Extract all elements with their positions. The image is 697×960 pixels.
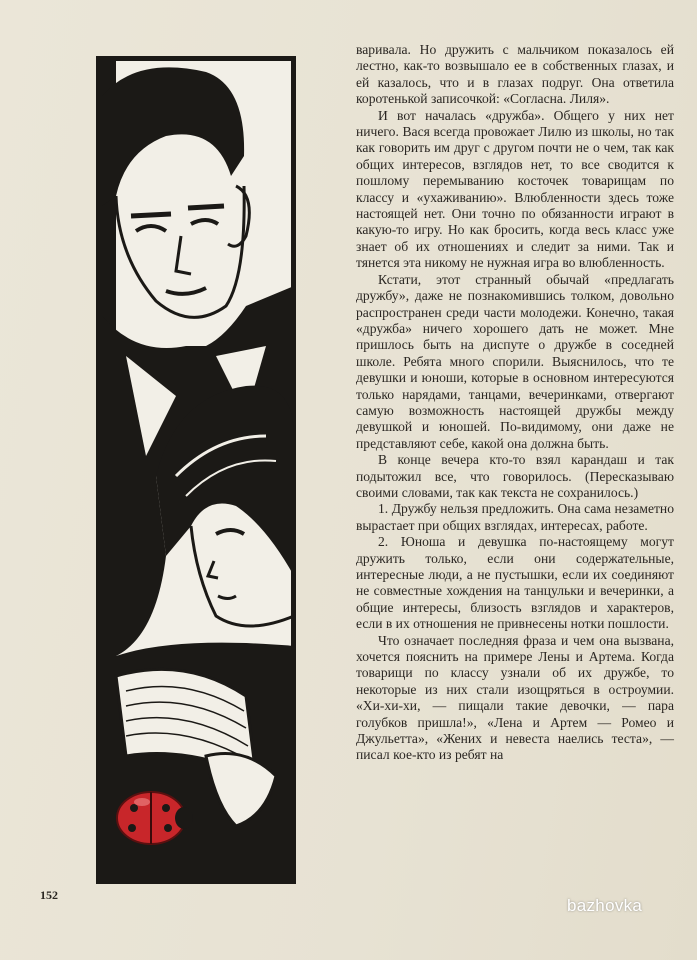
girl-mouth bbox=[218, 596, 236, 599]
boy-right-brow bbox=[188, 206, 224, 208]
boy-nose bbox=[176, 236, 191, 274]
boy-left-eye bbox=[136, 226, 166, 231]
paragraph-5: 1. Дружбу нельзя предложить. Она сама незаметно вырастает при общих взглядах, интересах, работе. bbox=[356, 501, 674, 533]
shadow-left bbox=[116, 476, 166, 656]
boy-left-brow bbox=[131, 214, 171, 216]
article-text-column bbox=[356, 42, 674, 764]
watermark: bazhovka bbox=[567, 896, 643, 915]
girl-nose bbox=[208, 561, 218, 578]
boy-mouth bbox=[166, 288, 206, 294]
boy-ear bbox=[228, 186, 249, 246]
woodcut-illustration bbox=[96, 56, 296, 884]
boy-hair bbox=[102, 67, 244, 206]
paragraph-3: Кстати, этот странный обычай «предлагать дружбу», даже не познакомившись толком, довольно распространен среди части молодежи. Конечно, такая «дружба» ничего хорошего дать не может. Мне пришлось быть на диспуте о дружбе в соседней школе. Ребята много спорили. Выяснилось, что те девушки и юноши, которые в основном интересуются только нарядами, танцами, вечеринками, отвергают самую возможность настоящей дружбы между девушкой и юношей. По-видимому, они даже не представляют себе, какой она должна быть. bbox=[356, 271, 674, 451]
paragraph-1: варивала. Но дружить с мальчиком показалось ей лестно, как-то возвышало ее в собственных глазах, и ей казалось, что и в глазах подруг. Она ответила коротенькой записочкой: «Согласна. Лиля». bbox=[356, 42, 674, 107]
page-number: 152 bbox=[40, 888, 58, 902]
paragraph-2: И вот началась «дружба». Общего у них нет ничего. Вася всегда провожает Лилю из школы, но так как говорить им друг с другом почти не о чем, так как общих интересов, взглядов нет, то все сводится к пошлому перемыванию косточек товарищам по классу и «ухаживанию». Влюбленности здесь тоже настоящей нет. Они точно по обязанности играют в какую-то игру. Но как бросить, когда весь класс уже знает об их отношениях и следит за ними. Так и тянется эта никому не нужная игра во влюбленность. bbox=[356, 107, 674, 271]
paragraph-7: Что означает последняя фраза и чем она вызвана, хочется пояснить на примере Лены и Артема. Когда товарищи по классу узнали об их дружбе, то некоторые из них стали изощряться в остроумии. «Хи-хи-хи, — пищали такие девочки, — пара голубков пришла!», «Лена и Артем — Ромео и Джульетта», «Жених и невеста наелись теста», — писал кое-кто из ребят на bbox=[356, 632, 674, 763]
girl-closed-eye bbox=[216, 530, 244, 534]
paragraph-6: 2. Юноша и девушка по-настоящему могут дружить только, если они содержательные, интересные люди, а не пустышки, если их соединяют не совместные хождения на танцульки и вечеринки, а общие интересы, близость взглядов и характеров, если в их отношения не привнесены нотки пошлости. bbox=[356, 534, 674, 632]
paragraph-4: В конце вечера кто-то взял карандаш и так подытожил все, что говорилось. (Пересказываю своими словами, так как текста не сохранилось.) bbox=[356, 452, 674, 500]
illustration-boy-girl-book bbox=[96, 56, 296, 884]
boy-right-eye bbox=[191, 220, 218, 224]
